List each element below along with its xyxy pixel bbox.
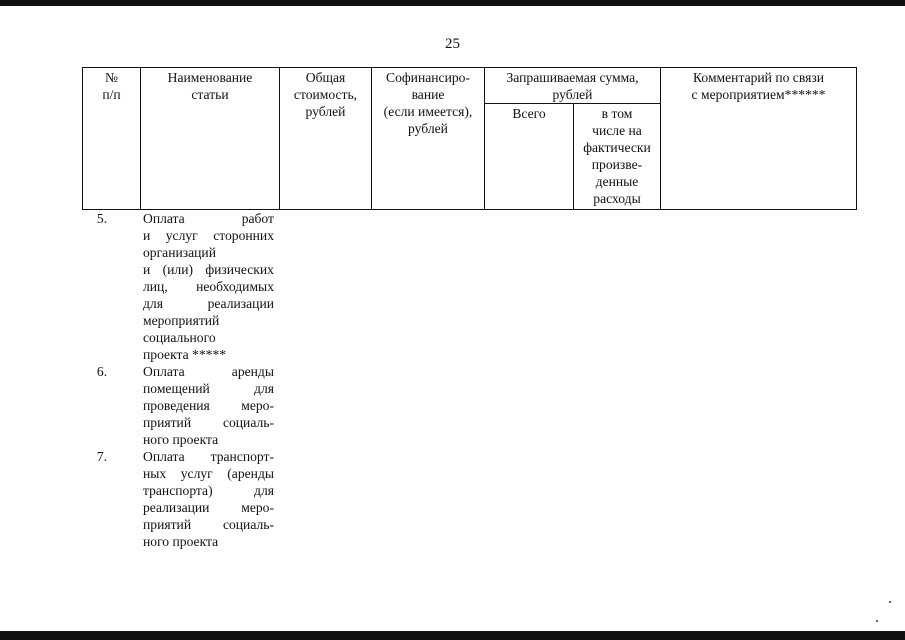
- row-number: 7.: [96, 449, 108, 464]
- item-name-line: [143, 261, 274, 278]
- item-name-word: сторонних: [213, 228, 274, 243]
- item-name-word: проекта: [172, 432, 219, 447]
- item-name-word: ного: [143, 534, 170, 549]
- header-col-requested-sum: Запрашиваемая сумма, рублей: [485, 68, 661, 104]
- item-name-line: [143, 397, 274, 414]
- item-name-word: социаль-: [222, 415, 274, 430]
- item-name-word: для: [143, 296, 163, 311]
- item-name-line: [143, 346, 274, 363]
- item-name-word: проведения: [143, 398, 210, 413]
- item-name-word: транспорта): [143, 483, 213, 498]
- item-name-word: приятий: [143, 415, 192, 430]
- expense-item-row: [82, 210, 274, 363]
- item-name-word: помещений: [143, 381, 210, 396]
- scan-speck: [889, 601, 891, 603]
- expense-item-row: [82, 363, 274, 448]
- item-name-line: [143, 329, 274, 346]
- item-name-line: [143, 516, 274, 533]
- item-name-line: [143, 482, 274, 499]
- item-name-line: [143, 499, 274, 516]
- item-name-word: реализации: [143, 500, 210, 515]
- item-name-word: проекта: [143, 347, 189, 362]
- item-name-word: социального: [143, 330, 216, 345]
- item-name-word: физических: [205, 262, 274, 277]
- item-name-line: [143, 533, 274, 550]
- item-name-line: [143, 244, 274, 261]
- top-border: [0, 0, 905, 6]
- item-name-line: [143, 448, 274, 465]
- item-name-word: (или): [162, 262, 193, 277]
- item-name-word: Оплата: [143, 364, 185, 379]
- item-name-line: [143, 431, 274, 448]
- item-name-word: мероприятий: [143, 313, 220, 328]
- item-name-line: [143, 227, 274, 244]
- page-number: 25: [445, 36, 460, 52]
- item-name-word: ного: [143, 432, 170, 447]
- item-name-word: и: [143, 228, 151, 243]
- item-name-line: [143, 312, 274, 329]
- item-name-line: [143, 363, 274, 380]
- item-name-word: услуг: [165, 228, 198, 243]
- header-col-requested-incurred: в том числе на фактически произве- денные расходы: [574, 104, 661, 210]
- item-name-word: Оплата: [143, 211, 185, 226]
- item-name-line: [143, 380, 274, 397]
- header-col-cofinancing: Софинансиро- вание (если имеется), рублей: [372, 68, 485, 210]
- item-name-word: реализации: [207, 296, 274, 311]
- row-number: 6.: [96, 364, 108, 379]
- item-name-line: [143, 278, 274, 295]
- row-item-name: [143, 363, 274, 448]
- item-name-word: для: [254, 381, 274, 396]
- header-col-total-cost: Общая стоимость, рублей: [280, 68, 372, 210]
- item-name-word: проекта: [172, 534, 219, 549]
- row-number: 5.: [96, 211, 108, 226]
- item-name-word: услуг: [180, 466, 213, 481]
- header-col-number: № п/п: [83, 68, 141, 210]
- bottom-border: [0, 631, 905, 640]
- item-name-word: социаль-: [222, 517, 274, 532]
- row-item-name: [143, 448, 274, 550]
- item-name-word: аренды: [231, 364, 274, 379]
- item-name-word: организаций: [143, 245, 216, 260]
- scan-speck: [876, 620, 878, 622]
- budget-table-header: [82, 67, 857, 210]
- item-name-line: [143, 295, 274, 312]
- item-name-word: лиц,: [143, 279, 168, 294]
- item-name-word: *****: [192, 347, 227, 362]
- item-name-word: приятий: [143, 517, 192, 532]
- item-name-line: [143, 210, 274, 227]
- item-name-word: и: [143, 262, 151, 277]
- header-col-comment: Комментарий по связи с мероприятием******: [661, 68, 857, 210]
- item-name-word: необходимых: [196, 279, 274, 294]
- item-name-line: [143, 414, 274, 431]
- item-name-word: Оплата: [143, 449, 185, 464]
- row-item-name: [143, 210, 274, 363]
- item-name-word: для: [254, 483, 274, 498]
- item-name-word: транспорт-: [210, 449, 274, 464]
- header-col-name: Наименование статьи: [141, 68, 280, 210]
- expense-item-row: [82, 448, 274, 550]
- expense-items-list: [82, 210, 274, 550]
- item-name-word: меро-: [241, 500, 274, 515]
- item-name-line: [143, 465, 274, 482]
- header-col-requested-total: Всего: [485, 104, 574, 210]
- item-name-word: меро-: [241, 398, 274, 413]
- item-name-word: работ: [241, 211, 274, 226]
- item-name-word: ных: [143, 466, 167, 481]
- item-name-word: (аренды: [227, 466, 274, 481]
